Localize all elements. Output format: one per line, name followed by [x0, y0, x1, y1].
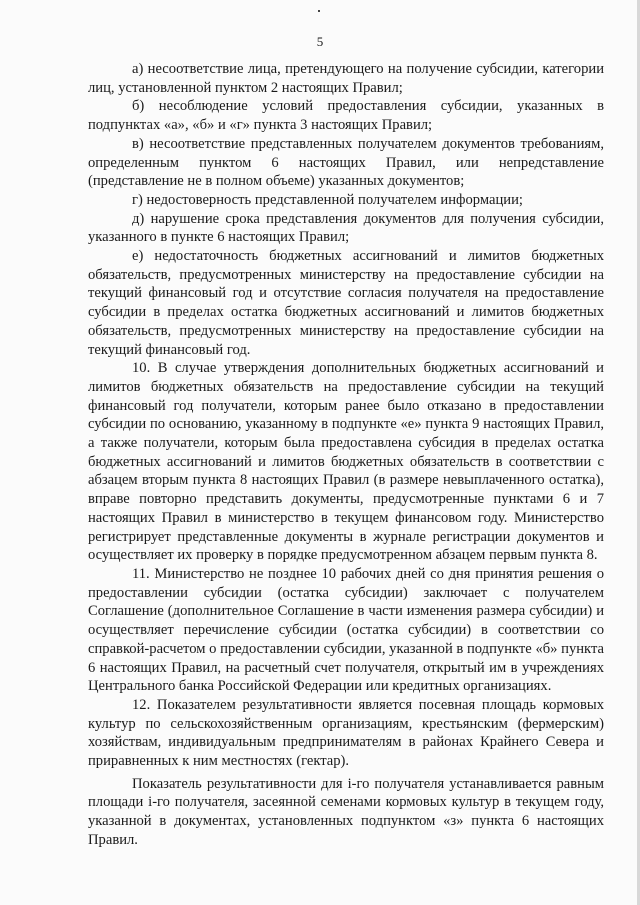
paragraph-10: 10. В случае утверждения дополнительных бюджетных ассигнований и лимитов бюджетных обязательств на предоставление субсидии на текущий финансовый год получатели, которым ранее было отказано в предоставлении субсидии по основанию, указанному в подпункте «е» пункта 9 настоящих Правил, а также получатели, которым была предоставлена субсидия в пределах остатка бюджетных ассигнований и лимитов бюджетных обязательств в соответствии с абзацем вторым пункта 8 настоящих Правил (в размере невыплаченного остатка), вправе повторно представить документы, предусмотренные пунктами 6 и 7 настоящих Правил в министерство в текущем финансовом году. Министерство регистрирует представленные документы в журнале регистрации документов и осуществляет их проверку в порядке предусмотренном абзацем первым пункта 8. [88, 360, 604, 564]
document-body [88, 60, 604, 850]
page-number: 5 [316, 34, 324, 49]
paragraph-12-indicator: Показатель результативности для i-го получателя устанавливается равным площади i-го получателя, засеянной семенами кормовых культур в текущем году, указанной в документах, установленных подпунктом «з» пункта 6 настоящих Правил. [88, 775, 604, 848]
paragraph-11: 11. Министерство не позднее 10 рабочих дней со дня принятия решения о предоставлении субсидии (остатка субсидии) заключает с получателем Соглашение (дополнительное Соглашение в части изменения размера субсидии) и осуществляет перечисление субсидии (остатка субсидии) в соответствии со справкой-расчетом о предоставлении субсидии, указанной в подпункте «б» пункта 6 настоящих Правил, на расчетный счет получателя, открытый им в учреждениях Центрального банка Российской Федерации или кредитных организациях. [88, 565, 604, 695]
paragraph-9v: в) несоответствие представленных получателем документов требованиям, определенным пунктом 6 настоящих Правил, или непредставление (представление не в полном объеме) указанных документов; [88, 135, 604, 190]
paragraph-9d: д) нарушение срока представления документов для получения субсидии, указанного в пункте 6 настоящих Правил; [88, 210, 604, 246]
paragraph-9b: б) несоблюдение условий предоставления субсидии, указанных в подпунктах «а», «б» и «г» пункта 3 настоящих Правил; [88, 98, 604, 134]
scan-speck [318, 10, 320, 12]
paragraph-12: 12. Показателем результативности является посевная площадь кормовых культур по сельскохозяйственным организациям, крестьянским (фермерским) хозяйствам, индивидуальным предпринимателям в районах Крайнего Севера и приравненных к ним местностях (гектар). [88, 696, 604, 770]
paragraph-9e: е) недостаточность бюджетных ассигнований и лимитов бюджетных обязательств, предусмотренных министерству на предоставление субсидии на текущий финансовый год и отсутствие согласия получателя на предоставление субсидии в пределах остатка бюджетных ассигнований и лимитов бюджетных обязательств, предусмотренных министерству на предоставление субсидии на текущий финансовый год. [88, 248, 604, 358]
paragraph-9g: г) недостоверность представленной получателем информации; [132, 191, 523, 208]
paragraph-9a: а) несоответствие лица, претендующего на получение субсидии, категории лиц, установленной пунктом 2 настоящих Правил; [88, 61, 604, 96]
